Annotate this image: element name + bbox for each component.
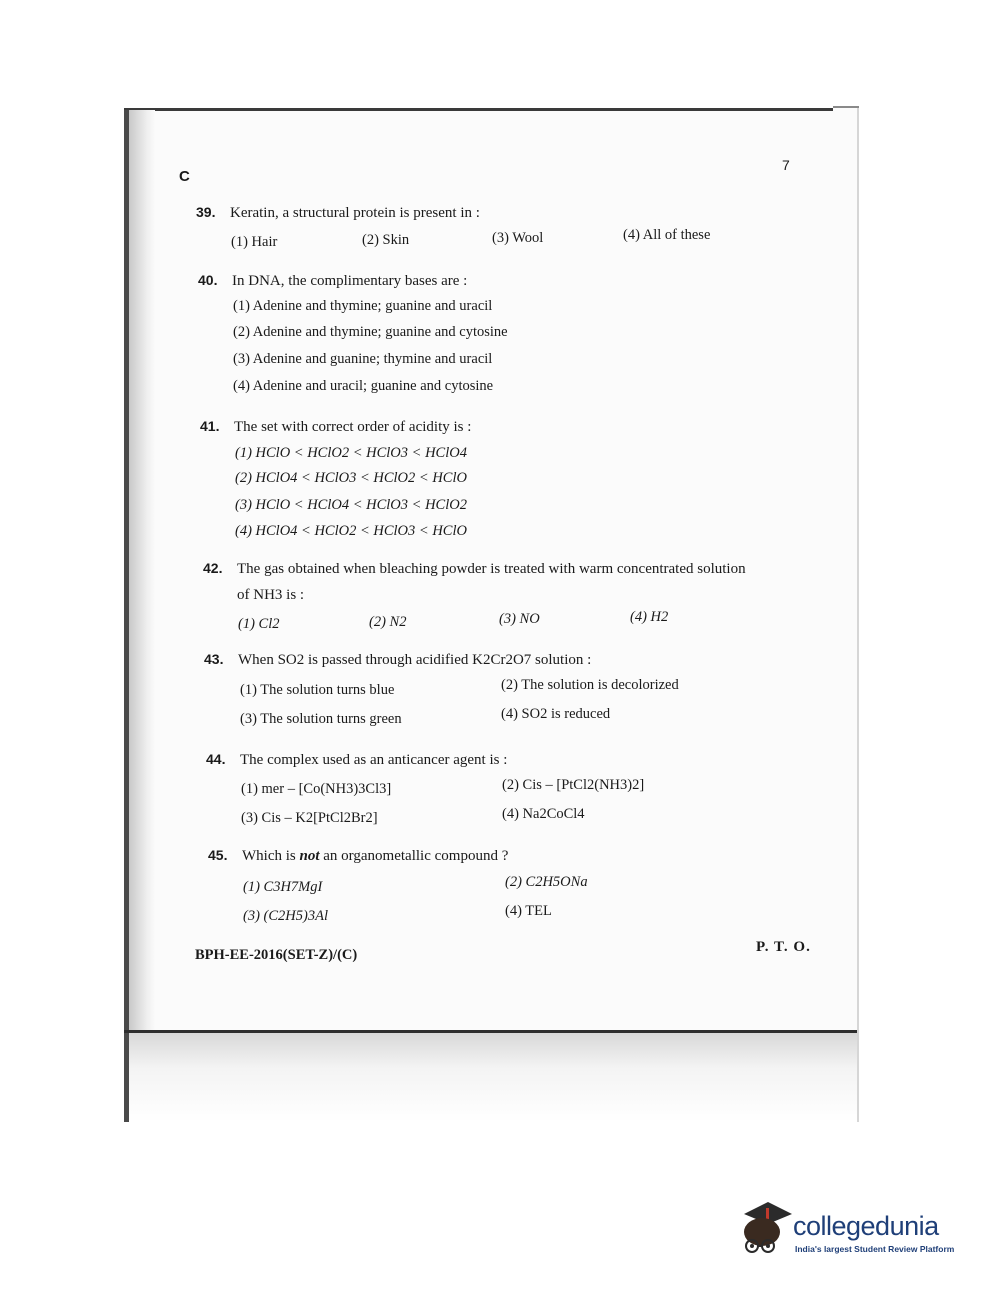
option: (2) C2H5ONa	[505, 874, 588, 890]
question-42	[203, 560, 746, 578]
scanned-page	[124, 108, 859, 1122]
question-number: 45.	[208, 847, 228, 863]
question-40	[198, 272, 467, 290]
option: (2) The solution is decolorized	[501, 677, 679, 693]
page-border-right	[857, 108, 859, 1122]
option: (3) HClO < HClO4 < HClO3 < HClO2	[235, 497, 467, 513]
question-number: 40.	[198, 272, 218, 288]
option: (3) NO	[499, 611, 540, 627]
option: (1) C3H7MgI	[243, 879, 323, 895]
question-41	[200, 418, 471, 436]
paper-code: BPH-EE-2016(SET-Z)/(C)	[195, 947, 358, 963]
option: (3) Wool	[492, 230, 544, 246]
page-border-top-edge	[833, 106, 859, 108]
option: (1) The solution turns blue	[240, 682, 395, 698]
question-text: When SO2 is passed through acidified K2Cr2O7 solution :	[238, 652, 592, 668]
binding-shadow	[129, 110, 155, 1032]
option: (3) Cis – K2[PtCl2Br2]	[241, 810, 378, 826]
option: (2) N2	[369, 614, 407, 630]
question-number: 39.	[196, 204, 216, 220]
option: (2) Skin	[362, 232, 410, 248]
page-border-top	[124, 108, 833, 111]
option: (4) Adenine and uracil; guanine and cytosine	[233, 378, 494, 394]
option: (3) The solution turns green	[240, 711, 402, 727]
option: (4) H2	[630, 609, 669, 625]
scan-lower-area	[129, 1033, 859, 1122]
question-39	[196, 204, 480, 222]
option: (1) Adenine and thymine; guanine and uracil	[233, 298, 493, 314]
page-number: 7	[782, 157, 790, 173]
option: (3) Adenine and guanine; thymine and uracil	[233, 351, 493, 367]
option: (2) HClO4 < HClO3 < HClO2 < HClO	[235, 470, 467, 486]
question-42-continuation: of NH3 is :	[237, 587, 305, 603]
option: (4) Na2CoCl4	[502, 806, 585, 822]
question-44	[206, 751, 507, 769]
set-letter: C	[179, 168, 190, 185]
option: (2) Adenine and thymine; guanine and cytosine	[233, 324, 508, 340]
please-turn-over: P. T. O.	[756, 939, 811, 955]
question-number: 43.	[204, 651, 224, 667]
brand-tagline: India's largest Student Review Platform	[795, 1244, 955, 1254]
option: (4) HClO4 < HClO2 < HClO3 < HClO	[235, 523, 467, 539]
question-text: Keratin, a structural protein is present in :	[230, 205, 480, 221]
question-45	[208, 847, 508, 865]
question-text-a: Which is	[242, 848, 300, 864]
question-text: The set with correct order of acidity is :	[234, 419, 472, 435]
brand-name: collegedunia	[793, 1211, 939, 1241]
question-text: The gas obtained when bleaching powder is treated with warm concentrated solution	[237, 561, 746, 577]
question-text-c: an organometallic compound ?	[319, 848, 509, 864]
option: (3) (C2H5)3Al	[243, 908, 328, 924]
question-number: 41.	[200, 418, 220, 434]
question-emphasis: not	[299, 848, 320, 864]
option: (4) TEL	[505, 903, 552, 919]
question-number: 44.	[206, 751, 226, 767]
option: (1) mer – [Co(NH3)3Cl3]	[241, 781, 392, 797]
option: (1) HClO < HClO2 < HClO3 < HClO4	[235, 445, 467, 461]
question-text: In DNA, the complimentary bases are :	[232, 273, 468, 289]
option: (4) SO2 is reduced	[501, 706, 611, 722]
question-number: 42.	[203, 560, 223, 576]
student-mascot-icon	[738, 1198, 794, 1258]
option: (2) Cis – [PtCl2(NH3)2]	[502, 777, 645, 793]
question-text: The complex used as an anticancer agent is :	[240, 752, 508, 768]
option: (1) Hair	[231, 234, 278, 250]
option: (4) All of these	[623, 227, 711, 243]
question-43	[204, 651, 591, 669]
option: (1) Cl2	[238, 616, 280, 632]
